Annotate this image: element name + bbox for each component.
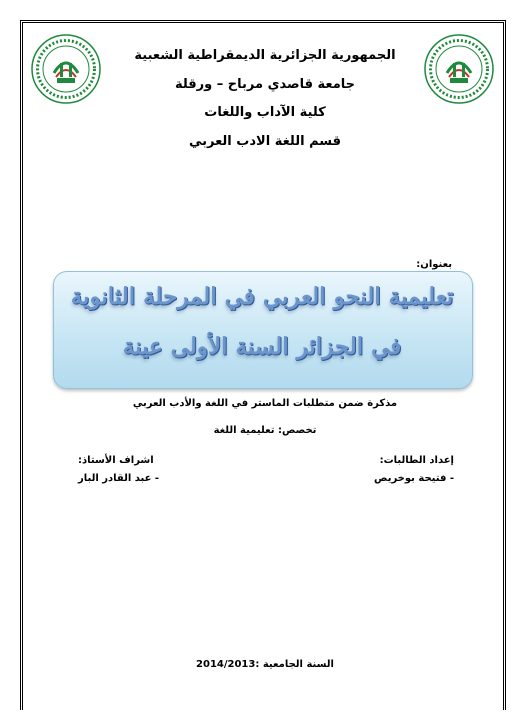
specialization: تخصص: تعليمية اللغة: [213, 425, 317, 436]
header-faculty: كلية الآداب واللغات: [204, 105, 326, 120]
supervisor-name: - عبد القادر البار: [78, 473, 160, 484]
header-department: قسم اللغة الادب العربي: [188, 134, 342, 149]
students-label: إعداد الطالبات:: [379, 455, 454, 466]
student-name: - فتيحة بوخريص: [374, 473, 454, 484]
header-university: جامعة قاصدي مرباح – ورقلة: [174, 77, 356, 92]
title-label: بعنوان:: [416, 259, 452, 270]
academic-year: السنة الجامعية :2014/2013: [196, 659, 334, 670]
university-seal-icon: [423, 33, 495, 105]
university-seal-icon: [30, 33, 102, 105]
header-republic: الجمهورية الجزائرية الديمقراطية الشعبية: [134, 48, 396, 63]
title-line-2: في الجزائر السنة الأولى عينة: [122, 333, 402, 360]
thesis-description: مذكرة ضمن متطلبات الماستر في اللغة والأدب العربي: [132, 398, 398, 409]
title-line-1: تعليمية النحو العربي في المرحلة الثانوية: [70, 283, 454, 310]
supervisor-label: اشراف الأستاذ:: [78, 455, 154, 466]
